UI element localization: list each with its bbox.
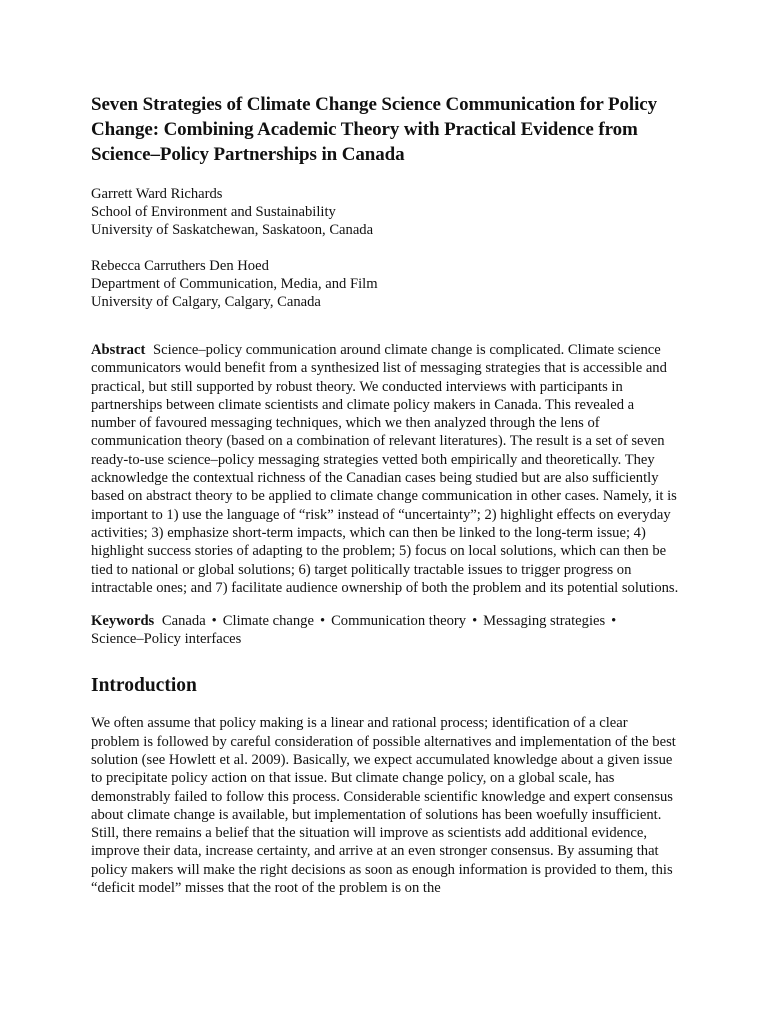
author-department: School of Environment and Sustainability	[91, 204, 336, 220]
keyword: Science–Policy interfaces	[91, 631, 242, 648]
author-block-2	[91, 257, 679, 311]
abstract	[91, 341, 679, 597]
keyword: Canada	[161, 612, 206, 629]
abstract-label: Abstract	[91, 342, 146, 358]
keywords	[91, 612, 679, 649]
keyword-separator: •	[611, 612, 617, 629]
paper-title: Seven Strategies of Climate Change Science Communication for Policy Change: Combining Academic Theory with Practical Evidence from Science–Policy Partnerships in Canada	[91, 94, 658, 165]
keyword-separator: •	[319, 612, 326, 629]
keyword: Climate change	[222, 612, 314, 629]
keyword: Messaging strategies	[483, 612, 606, 629]
author-block-1	[91, 185, 679, 239]
author-institution: University of Calgary, Calgary, Canada	[91, 294, 321, 310]
author-name: Rebecca Carruthers Den Hoed	[91, 258, 269, 274]
keyword-separator: •	[211, 612, 217, 629]
keyword-separator: •	[472, 612, 478, 629]
introduction-paragraph: We often assume that policy making is a linear and rational process; identification of a clear problem is followed by careful consideration of possible alternatives and implementation of the best solution (see Howlett et al. 2009). Basically, we expect accumulated knowledge about a given issue to precipitate policy action on that issue. But climate change policy, on a global scale, has demonstrably failed to follow this process. Considerable scientific knowledge and expert consensus about climate change is available, but implementation of solutions has been woefully insufficient. Still, there remains a belief that the situation will improve as scientists add additional evidence, improve their data, increase certainty, and arrive at an even stronger consensus. By assuming that policy makers will make the right decisions as soon as enough information is provided to them, this “deficit model” misses that the root of the problem is on the	[91, 715, 676, 897]
author-name: Garrett Ward Richards	[91, 186, 223, 202]
keywords-label: Keywords	[91, 612, 155, 629]
section-heading-introduction: Introduction	[91, 675, 197, 697]
author-institution: University of Saskatchewan, Saskatoon, Canada	[91, 222, 374, 238]
abstract-text: Science–policy communication around climate change is complicated. Climate science communicators would benefit from a synthesized list of messaging strategies that is accessible and practical, but still supported by robust theory. We conducted interviews with participants in partnerships between climate scientists and climate policy makers in Canada. This revealed a number of favoured messaging techniques, which we then analyzed through the lens of communication theory (based on a combination of relevant literatures). The result is a set of seven ready-to-use science–policy messaging strategies vetted both empirically and theoretically. They acknowledge the contextual richness of the Canadian cases being studied but are also sufficiently based on abstract theory to be applied to climate change communication in other cases. Namely, it is important to 1) use the language of “risk” instead of “uncertainty”; 2) highlight effects on everyday activities; 3) emphasize short-term impacts, which can then be linked to the long-term issue; 4) highlight success stories of adapting to the problem; 5) focus on local solutions, which can then be tied to national or global solutions; 6) target politically tractable issues to trigger progress on intractable ones; and 7) facilitate audience ownership of both the problem and its potential solutions.	[91, 342, 679, 596]
keyword: Communication theory	[331, 612, 467, 629]
paper-page	[91, 92, 679, 897]
author-department: Department of Communication, Media, and Film	[91, 276, 378, 292]
